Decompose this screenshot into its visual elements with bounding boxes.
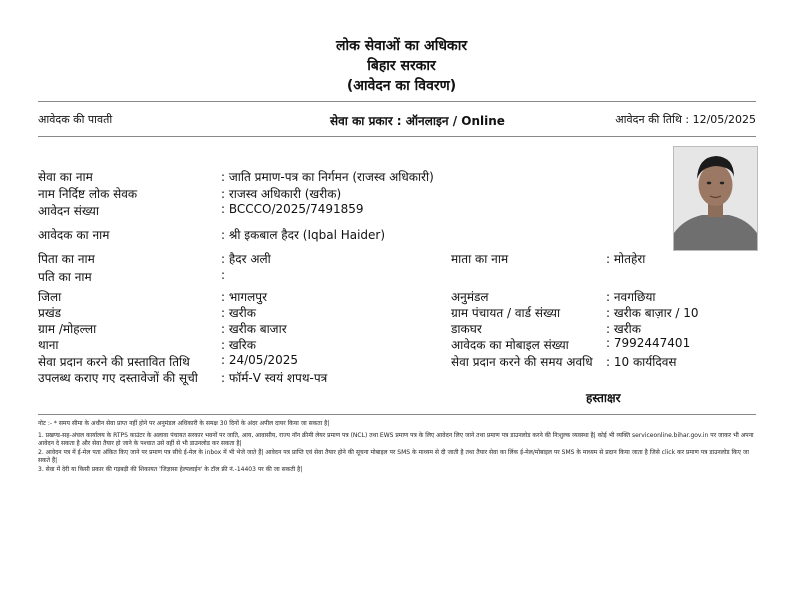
divider-top	[38, 101, 756, 102]
officer-label: नाम निर्दिष्ट लोक सेवक	[38, 187, 138, 201]
mobile-value: : 7992447401	[606, 336, 691, 350]
application-date: आवेदन की तिथि : 12/05/2025	[615, 113, 756, 126]
officer-value: : राजस्व अधिकारी (खरीक)	[221, 187, 342, 201]
applicant-name-label: आवेदक का नाम	[38, 228, 110, 242]
husband-name-label: पति का नाम	[38, 270, 92, 284]
duration-value: : 10 कार्यदिवस	[606, 355, 677, 369]
note-3: 3. सेवा में देरी या किसी प्रकार की गड़बड़ी की शिकायत 'जिज्ञासा हेल्पलाईन' के टॉल फ्री नं.-14403 पर की जा सकती है|	[38, 465, 303, 473]
application-number-value: : BCCCO/2025/7491859	[221, 202, 364, 216]
proposed-date-label: सेवा प्रदान करने की प्रस्तावित तिथि	[38, 355, 190, 369]
subdivision-label: अनुमंडल	[451, 290, 489, 304]
father-name-label: पिता का नाम	[38, 252, 95, 266]
signature-label: हस्ताक्षर	[586, 391, 621, 405]
duration-label: सेवा प्रदान करने की समय अवधि	[451, 355, 593, 369]
police-station-value: : खरिक	[221, 338, 256, 352]
mother-name-label: माता का नाम	[451, 252, 509, 266]
block-label: प्रखंड	[38, 306, 62, 320]
block-value: : खरीक	[221, 306, 256, 320]
panchayat-value: : खरीक बाज़ार / 10	[606, 306, 699, 320]
divider-2	[38, 136, 756, 137]
receipt-label: आवेदक की पावती	[38, 113, 113, 126]
documents-value: : फॉर्म-V स्वयं शपथ-पत्र	[221, 371, 328, 385]
panchayat-label: ग्राम पंचायत / वार्ड संख्या	[451, 306, 561, 320]
mother-name-value: : मोतहेरा	[606, 252, 646, 266]
header-subtitle: (आवेदन का विवरण)	[346, 78, 457, 94]
father-name-value: : हैदर अली	[221, 252, 271, 266]
service-name-value: : जाति प्रमाण-पत्र का निर्गमन (राजस्व अधिकारी)	[221, 170, 434, 184]
applicant-name-value: : श्री इकबाल हैदर (Iqbal Haider)	[221, 228, 386, 242]
divider-bottom	[38, 414, 756, 415]
proposed-date-value: : 24/05/2025	[221, 353, 299, 367]
husband-name-value: :	[221, 268, 226, 282]
person-photo-icon	[674, 147, 757, 250]
header-title: लोक सेवाओं का अधिकार	[335, 38, 468, 54]
service-name-label: सेवा का नाम	[38, 170, 93, 184]
application-number-label: आवेदन संख्या	[38, 204, 99, 218]
notes-section	[38, 420, 756, 474]
police-station-label: थाना	[38, 338, 59, 352]
subdivision-value: : नवगछिया	[606, 290, 656, 304]
note-2: 2. आवेदन पत्र में ई-मेल पता अंकित किए जाने पर प्रमाण पत्र सीधे ई-मेल के inbox में भी भेजे जाते हैं| आवेदन पत्र प्राप्ति एवं सेवा तैयार होने की सूचना मोबाइल पर SMS के माध्यम से दी जाती है तथा तैयार सेवा का लिंक ई-मेल/मोबाइल पर SMS के माध्यम से प्रदान किया जाता है जिसे click कर प्रमाण पत्र डाउनलोड किए जा सकते हैं|	[38, 448, 749, 464]
note-1: 1. प्रखण्ड-सह-अंचल कार्यालय के RTPS काउंटर के अलावा पंचायत सरकार भवनों पर जाति, आय, आवासीय, राज्य नॉन क्रीमी लेयर प्रमाण पत्र (NCL) तथा EWS प्रमाण पत्र के लिए आवेदन लिए जाने तथा प्रमाण पत्र डाउनलोड करने की निःशुल्क व्यवस्था है| कोई भी व्यक्ति serviceonline.bihar.gov.in पर जाकर भी अपना आवेदन दे सकता है और सेवा तैयार हो जाने के पश्चात उसे वहीं से भी डाउनलोड कर सकता है|	[38, 431, 754, 447]
post-office-label: डाकघर	[451, 322, 482, 336]
service-type: सेवा का प्रकार : ऑनलाइन / Online	[330, 114, 505, 128]
applicant-photo	[673, 146, 758, 251]
post-office-value: : खरीक	[606, 322, 641, 336]
village-value: : खरीक बाजार	[221, 322, 287, 336]
village-label: ग्राम /मोहल्ला	[38, 322, 97, 336]
documents-label: उपलब्ध कराए गए दस्तावेजों की सूची	[38, 371, 198, 385]
mobile-label: आवेदक का मोबाइल संख्या	[451, 338, 569, 352]
district-value: : भागलपुर	[221, 290, 268, 304]
note-0: नोट :- * समय सीमा के अधीन सेवा प्राप्त नहीं होने पर अनुमंडल अधिकारी के समक्ष 30 दिनों के अंदर अपील दायर किया जा सकता है|	[38, 420, 330, 427]
district-label: जिला	[38, 290, 62, 304]
header-government: बिहार सरकार	[367, 58, 436, 74]
